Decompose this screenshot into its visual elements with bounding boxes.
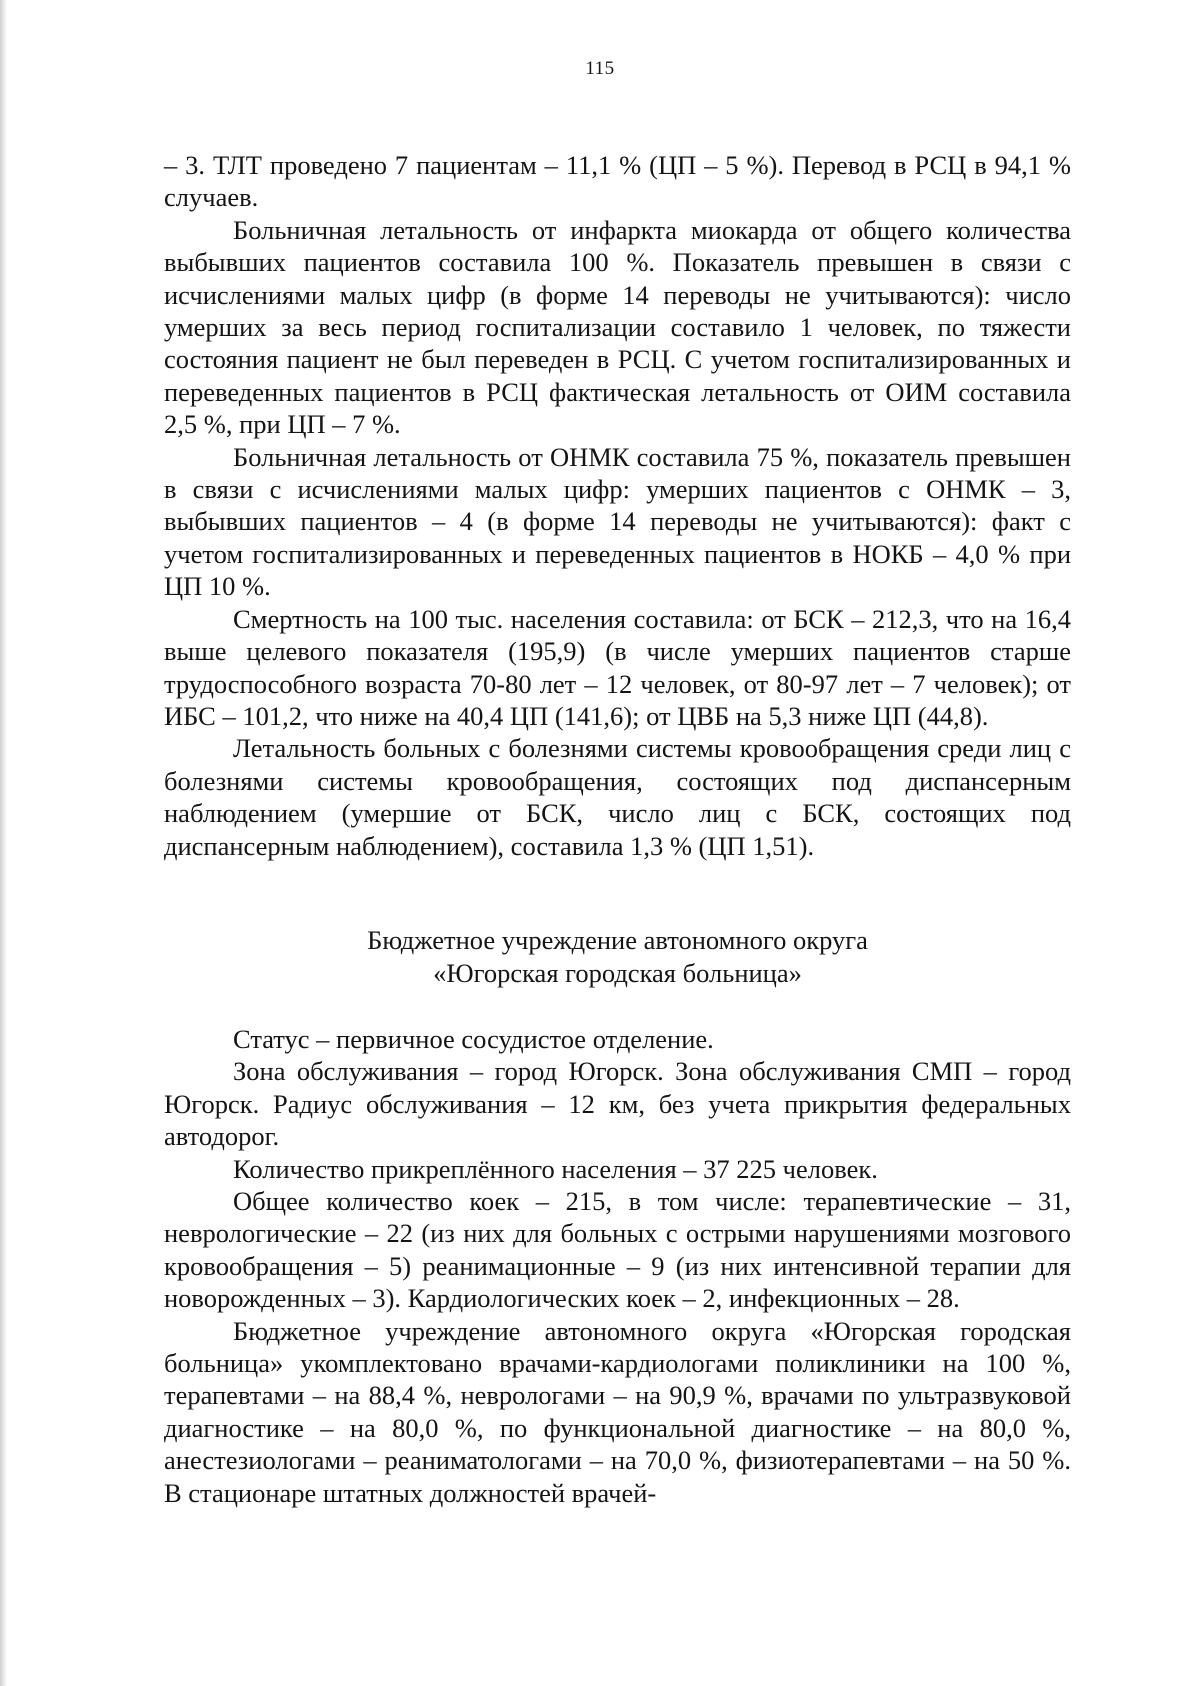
page-number: 115 bbox=[585, 58, 615, 79]
lower-text-block bbox=[164, 1023, 1071, 1509]
paragraph-stroke-mortality: Больничная летальность от ОНМК составила 75 %, показатель превышен в связи с исчислениями малых цифр: умерших пациентов с ОНМК – 3, выбывших пациентов – 4 (в форме 14 переводы не учитываются): факт с учетом госпитализированных и переведенных пациентов в НОКБ – 4,0 % при ЦП 10 %. bbox=[164, 441, 1071, 602]
paragraph-continuation: – 3. ТЛТ проведено 7 пациентам – 11,1 % (ЦП – 5 %). Перевод в РСЦ в 94,1 % случаев. bbox=[164, 150, 1071, 213]
paragraph-staffing: Бюджетное учреждение автономного округа «Югорская городская больница» укомплектовано врачами-кардиологами поликлиники на 100 %, терапевтами – на 88,4 %, неврологами – на 90,9 %, врачами по ультразвуковой диагностике – на 80,0 %, по функциональной диагностике – на 80,0 %, анестезиологами – реаниматологами – на 70,0 %, физиотерапевтами – на 50 %. В стационаре штатных должностей врачей- bbox=[164, 1315, 1071, 1508]
paragraph-service-zone: Зона обслуживания – город Югорск. Зона обслуживания СМП – город Югорск. Радиус обслуживания – 12 км, без учета прикрытия федеральных автодорог. bbox=[164, 1056, 1071, 1152]
paragraph-dispensary-lethality: Летальность больных с болезнями системы кровообращения среди лиц с болезнями системы кровообращения, состоящих под диспансерным наблюдением (умершие от БСК, число лиц с БСК, состоящих под диспансерным наблюдением), составила 1,3 % (ЦП 1,51). bbox=[164, 733, 1071, 861]
heading-line-2: «Югорская городская больница» bbox=[433, 958, 802, 988]
upper-text-block bbox=[164, 149, 1071, 862]
paragraph-status: Статус – первичное сосудистое отделение. bbox=[233, 1024, 714, 1054]
section-heading bbox=[164, 924, 1071, 990]
paragraph-mi-mortality: Больничная летальность от инфаркта миокарда от общего количества выбывших пациентов составила 100 %. Показатель превышен в связи с исчислениями малых цифр (в форме 14 переводы не учитываются): число умерших за весь период госпитализации составило 1 человек, по тяжести состояния пациент не был переведен в РСЦ. С учетом госпитализированных и переведенных пациентов в РСЦ фактическая летальность от ОИМ составила 2,5 %, при ЦП – 7 %. bbox=[164, 214, 1071, 440]
scan-edge-shadow bbox=[0, 0, 7, 1686]
paragraph-death-rate: Смертность на 100 тыс. населения составила: от БСК – 212,3, что на 16,4 выше целевого показателя (195,9) (в числе умерших пациентов старше трудоспособного возраста 70-80 лет – 12 человек, от 80-97 лет – 7 человек); от ИБС – 101,2, что ниже на 40,4 ЦП (141,6); от ЦВБ на 5,3 ниже ЦП (44,8). bbox=[164, 603, 1071, 731]
paragraph-population: Количество прикреплённого населения – 37 225 человек. bbox=[233, 1153, 878, 1184]
paragraph-beds: Общее количество коек – 215, в том числе: терапевтические – 31, неврологические – 22 (из них для больных с острыми нарушениями мозгового кровообращения – 5) реанимационные – 9 (из них интенсивной терапии для новорожденных – 3). Кардиологических коек – 2, инфекционных – 28. bbox=[164, 1186, 1071, 1314]
heading-line-1: Бюджетное учреждение автономного округа bbox=[367, 925, 868, 955]
